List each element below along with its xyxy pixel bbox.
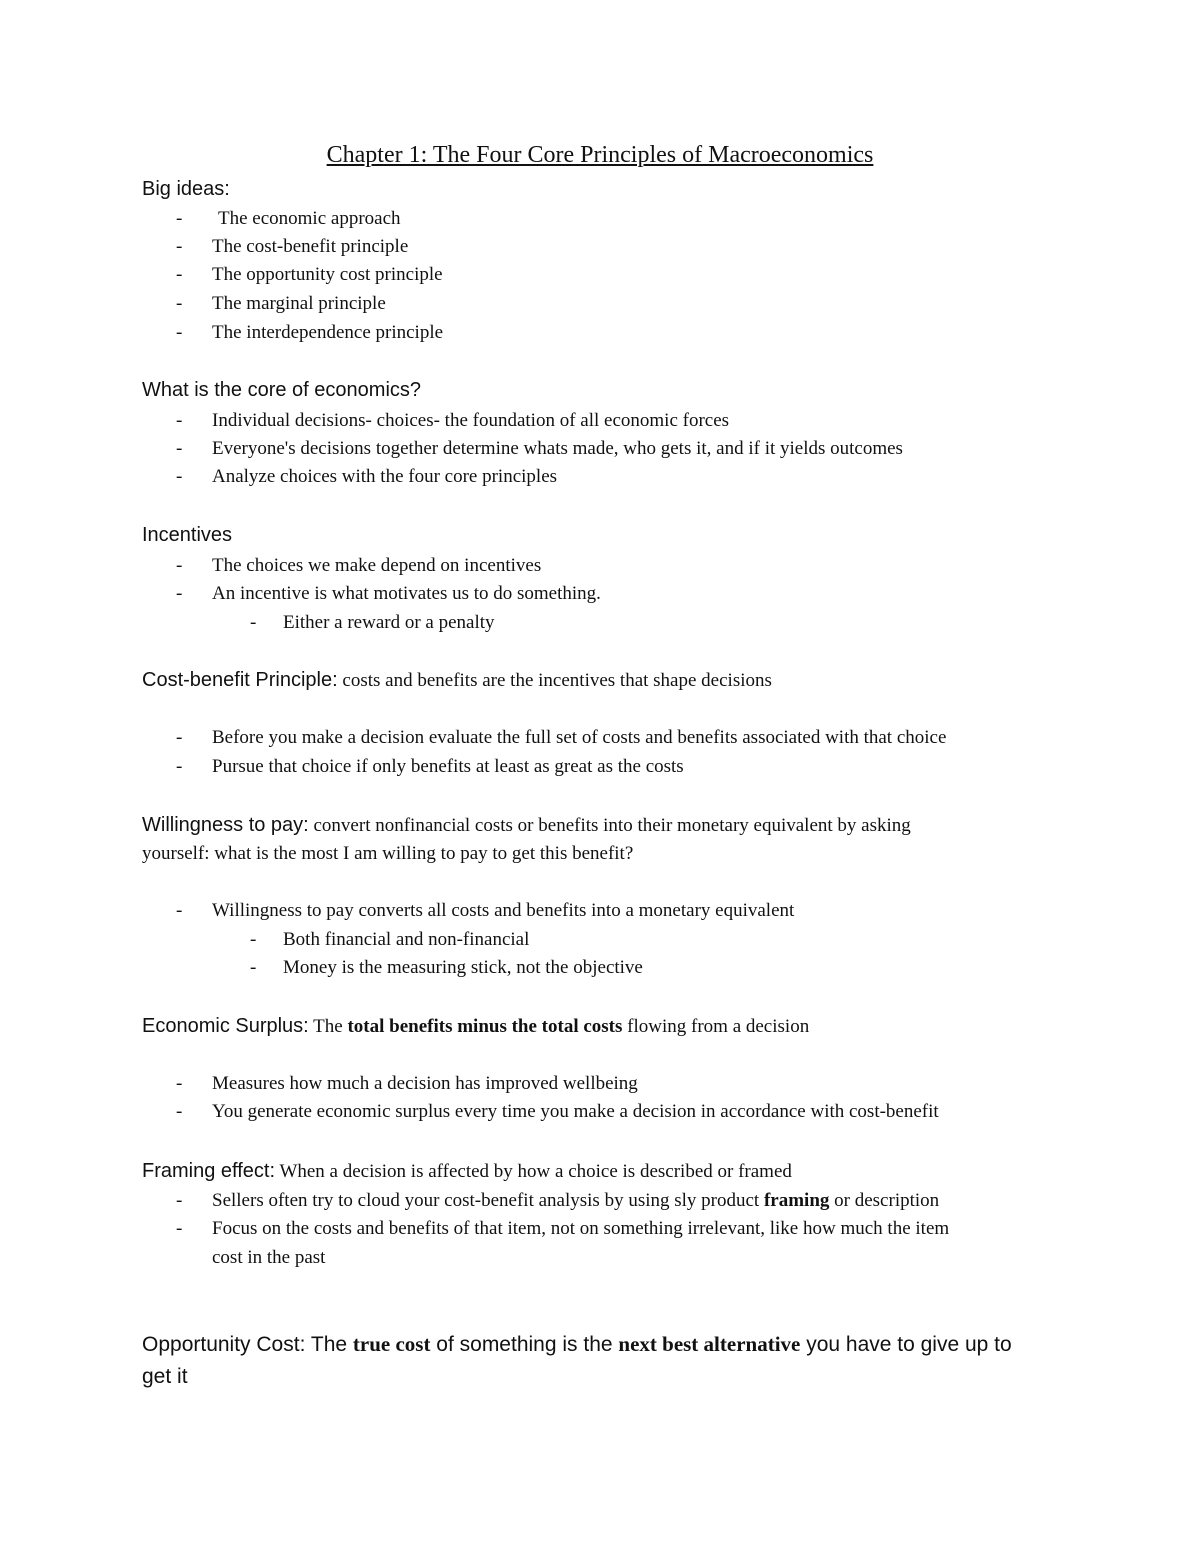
opportunity-cost-definition — [142, 1332, 1012, 1357]
item-text: Sellers often try to cloud your cost-benefit analysis by using sly product — [212, 1190, 764, 1211]
item-text: or description — [829, 1190, 940, 1211]
term: Opportunity Cost: — [142, 1333, 306, 1356]
list-item — [212, 1190, 939, 1212]
bullet-dash: - — [176, 1190, 183, 1211]
bullet-dash: - — [250, 612, 257, 633]
definition-continued: yourself: what is the most I am willing to pay to get this benefit? — [142, 843, 634, 864]
list-item: Focus on the costs and benefits of that item, not on something irrelevant, like how much the item — [212, 1218, 950, 1239]
bullet-dash: - — [176, 208, 183, 229]
bullet-dash: - — [176, 293, 183, 314]
bullet-dash: - — [176, 438, 183, 459]
list-item: Before you make a decision evaluate the full set of costs and benefits associated with that choice — [212, 727, 947, 748]
framing-definition — [142, 1160, 792, 1183]
bullet-dash: - — [176, 264, 183, 285]
list-item: You generate economic surplus every time you make a decision in accordance with cost-benefit — [212, 1101, 939, 1122]
list-item: The economic approach — [218, 208, 401, 229]
bullet-dash: - — [176, 900, 183, 921]
list-item: The cost-benefit principle — [212, 236, 409, 257]
definition-emphasis: true cost — [352, 1332, 431, 1356]
term: Framing effect: — [142, 1160, 276, 1182]
definition-text: you have to give up to — [800, 1333, 1012, 1356]
core-heading: What is the core of economics? — [142, 379, 422, 401]
bullet-dash: - — [176, 1218, 183, 1239]
definition-continued: get it — [142, 1365, 188, 1388]
definition: convert nonfinancial costs or benefits into their monetary equivalent by asking — [308, 815, 911, 836]
sub-list-item: Both financial and non-financial — [283, 929, 530, 950]
list-item: Pursue that choice if only benefits at least as great as the costs — [212, 756, 684, 777]
list-item: The choices we make depend on incentives — [212, 555, 542, 576]
bullet-dash: - — [176, 727, 183, 748]
big-ideas-heading: Big ideas: — [142, 178, 230, 200]
list-item: The marginal principle — [212, 293, 386, 314]
bullet-dash: - — [176, 583, 183, 604]
bullet-dash: - — [176, 756, 183, 777]
bullet-dash: - — [250, 957, 257, 978]
term: Cost-benefit Principle: — [142, 669, 338, 691]
bullet-dash: - — [250, 929, 257, 950]
bullet-dash: - — [176, 1101, 183, 1122]
bullet-dash: - — [176, 410, 183, 431]
incentives-heading: Incentives — [142, 524, 233, 546]
list-item: The opportunity cost principle — [212, 264, 443, 285]
list-item: An incentive is what motivates us to do something. — [212, 583, 601, 604]
definition-emphasis: next best alternative — [618, 1332, 801, 1356]
bullet-dash: - — [176, 555, 183, 576]
list-item: Everyone's decisions together determine whats made, who gets it, and if it yields outcomes — [212, 438, 903, 459]
bullet-dash: - — [176, 466, 183, 487]
list-item: Measures how much a decision has improved wellbeing — [212, 1073, 638, 1094]
list-item: Individual decisions- choices- the foundation of all economic forces — [212, 410, 730, 431]
surplus-definition — [142, 1015, 809, 1038]
page-title: Chapter 1: The Four Core Principles of Macroeconomics — [326, 142, 874, 168]
definition: costs and benefits are the incentives that shape decisions — [337, 670, 772, 691]
bullet-dash: - — [176, 236, 183, 257]
definition-text: The — [305, 1333, 353, 1356]
term: Willingness to pay: — [142, 814, 309, 836]
list-item: Willingness to pay converts all costs and benefits into a monetary equivalent — [212, 900, 795, 921]
definition-text: The — [308, 1016, 348, 1037]
bullet-dash: - — [176, 322, 183, 343]
sub-list-item: Either a reward or a penalty — [283, 612, 495, 633]
definition-emphasis: total benefits minus the total costs — [347, 1016, 623, 1037]
wtp-definition — [142, 814, 911, 837]
bullet-dash: - — [176, 1073, 183, 1094]
term: Economic Surplus: — [142, 1015, 309, 1037]
cost-benefit-definition — [142, 669, 772, 692]
definition: When a decision is affected by how a choice is described or framed — [275, 1161, 792, 1182]
list-item-continued: cost in the past — [212, 1247, 326, 1268]
list-item: Analyze choices with the four core principles — [212, 466, 558, 487]
item-emphasis: framing — [763, 1190, 830, 1211]
sub-list-item: Money is the measuring stick, not the objective — [283, 957, 643, 978]
list-item: The interdependence principle — [212, 322, 444, 343]
definition-text: of something is the — [430, 1333, 619, 1356]
definition-text: flowing from a decision — [622, 1016, 810, 1037]
